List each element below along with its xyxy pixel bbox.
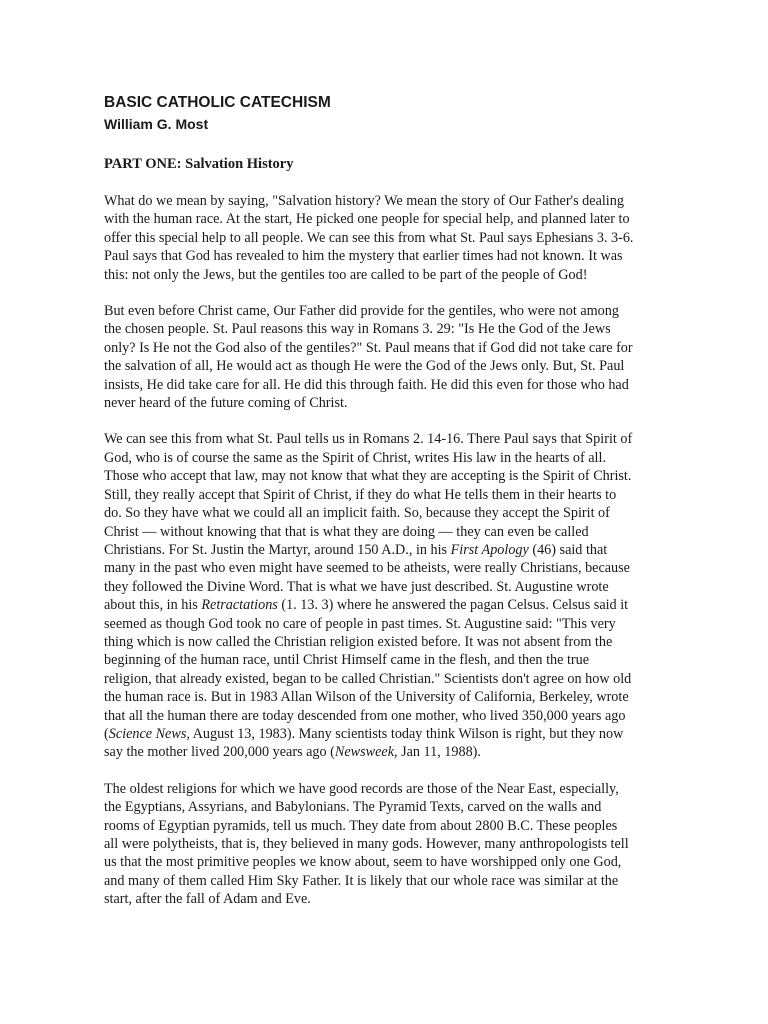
text-line: Those who accept that law, may not know that what they are accepting is the Spirit of Christ. bbox=[104, 468, 632, 485]
source-newsweek: Newsweek bbox=[334, 744, 394, 761]
document-page bbox=[104, 93, 666, 909]
text-segment: Christians. For St. Justin the Martyr, around 150 A.D., in his bbox=[104, 541, 451, 558]
text-line: with the human race. At the start, He picked one people for special help, and planned later to bbox=[104, 211, 630, 228]
text-line: they followed the Divine Word. That is what we have just described. St. Augustine wrote bbox=[104, 578, 609, 595]
text-segment: say the mother lived 200,000 years ago ( bbox=[104, 744, 335, 761]
text-segment: (1. 13. 3) where he answered the pagan Celsus. Celsus said it bbox=[277, 597, 629, 614]
paragraph-2 bbox=[104, 302, 666, 412]
text-line: beginning of the human race, until Christ Himself came in the flesh, and then the true bbox=[104, 652, 590, 669]
text-line: Christ — without knowing that that is what they are doing — they can even be called bbox=[104, 523, 589, 540]
paragraph-1 bbox=[104, 192, 666, 284]
text-segment: , August 13, 1983). Many scientists today think Wilson is right, but they now bbox=[186, 725, 624, 742]
text-line: God, who is of course the same as the Spirit of Christ, writes His law in the hearts of all. bbox=[104, 449, 606, 466]
text-line: do. So they have what we could all an implicit faith. So, because they accept the Spirit of bbox=[104, 505, 610, 522]
text-line: thing which is now called the Christian religion existed before. It was not absent from the bbox=[104, 633, 613, 650]
text-line: start, after the fall of Adam and Eve. bbox=[104, 891, 311, 908]
part-heading: PART ONE: Salvation History bbox=[104, 156, 294, 172]
text-line: and many of them called Him Sky Father. It is likely that our whole race was similar at the bbox=[104, 872, 619, 889]
book-title-retractations: Retractations bbox=[201, 597, 278, 614]
text-line: But even before Christ came, Our Father did provide for the gentiles, who were not among bbox=[104, 303, 619, 320]
text-line: the human race is. But in 1983 Allan Wilson of the University of California, Berkeley, wrote bbox=[104, 689, 629, 706]
text-line: the chosen people. St. Paul reasons this way in Romans 3. 29: "Is He the God of the Jews bbox=[104, 321, 611, 338]
text-line: offer this special help to all people. We can see this from what St. Paul says Ephesians 3. 3-6. bbox=[104, 229, 634, 246]
text-line: religion, that already existed, began to be called Christian." Scientists don't agree on how old bbox=[104, 670, 632, 687]
text-line: rooms of Egyptian pyramids, tell us much. They date from about 2800 B.C. These peoples bbox=[104, 817, 618, 834]
text-line: many in the past who even might have seemed to be atheists, were really Christians, because bbox=[104, 560, 630, 577]
text-line: the Egyptians, Assyrians, and Babylonians. The Pyramid Texts, carved on the walls and bbox=[104, 799, 602, 816]
text-line: us that the most primitive peoples we know about, seem to have worshipped only one God, bbox=[104, 854, 622, 871]
text-segment: ( bbox=[104, 725, 109, 742]
text-line bbox=[104, 596, 666, 614]
source-science-news: Science News bbox=[108, 725, 187, 742]
text-line: Paul says that God has revealed to him the mystery that earlier times had not known. It was bbox=[104, 248, 623, 265]
text-line: the salvation of all, He would act as though He were the God of the Jews only. But, St. Paul bbox=[104, 358, 625, 375]
text-line: seemed as though God took no care of people in past times. St. Augustine said: "This very bbox=[104, 615, 616, 632]
text-segment: (46) said that bbox=[528, 541, 608, 558]
text-line: that all the human there are today descended from one mother, who lived 350,000 years ago bbox=[104, 707, 626, 724]
text-line bbox=[104, 725, 666, 743]
paragraph-4 bbox=[104, 780, 666, 909]
paragraph-3 bbox=[104, 430, 666, 761]
text-line bbox=[104, 743, 666, 761]
text-line bbox=[104, 541, 666, 559]
text-line: insists, He did take care for all. He did this through faith. He did this even for those who had bbox=[104, 376, 629, 393]
document-author: William G. Most bbox=[104, 116, 209, 132]
text-line: Still, they really accept that Spirit of Christ, if they do what He tells them in their hearts to bbox=[104, 486, 617, 503]
text-line: all were polytheists, that is, they believed in many gods. However, many anthropologists tell bbox=[104, 836, 629, 852]
document-title: BASIC CATHOLIC CATECHISM bbox=[104, 94, 331, 111]
text-line: never heard of the future coming of Christ. bbox=[104, 395, 348, 412]
text-line: The oldest religions for which we have good records are those of the Near East, especially, bbox=[104, 780, 619, 797]
text-line: What do we mean by saying, "Salvation history? We mean the story of Our Father's dealing bbox=[104, 193, 624, 209]
text-line: only? Is He not the God also of the gentiles?" St. Paul means that if God did not take care for bbox=[104, 339, 633, 356]
book-title-first-apology: First Apology bbox=[450, 541, 529, 558]
text-line: this: not only the Jews, but the gentiles too are called to be part of the people of God! bbox=[104, 266, 588, 283]
text-line: We can see this from what St. Paul tells us in Romans 2. 14-16. There Paul says that Spirit of bbox=[104, 431, 633, 448]
text-segment: about this, in his bbox=[104, 597, 202, 614]
text-segment: , Jan 11, 1988). bbox=[394, 744, 481, 761]
